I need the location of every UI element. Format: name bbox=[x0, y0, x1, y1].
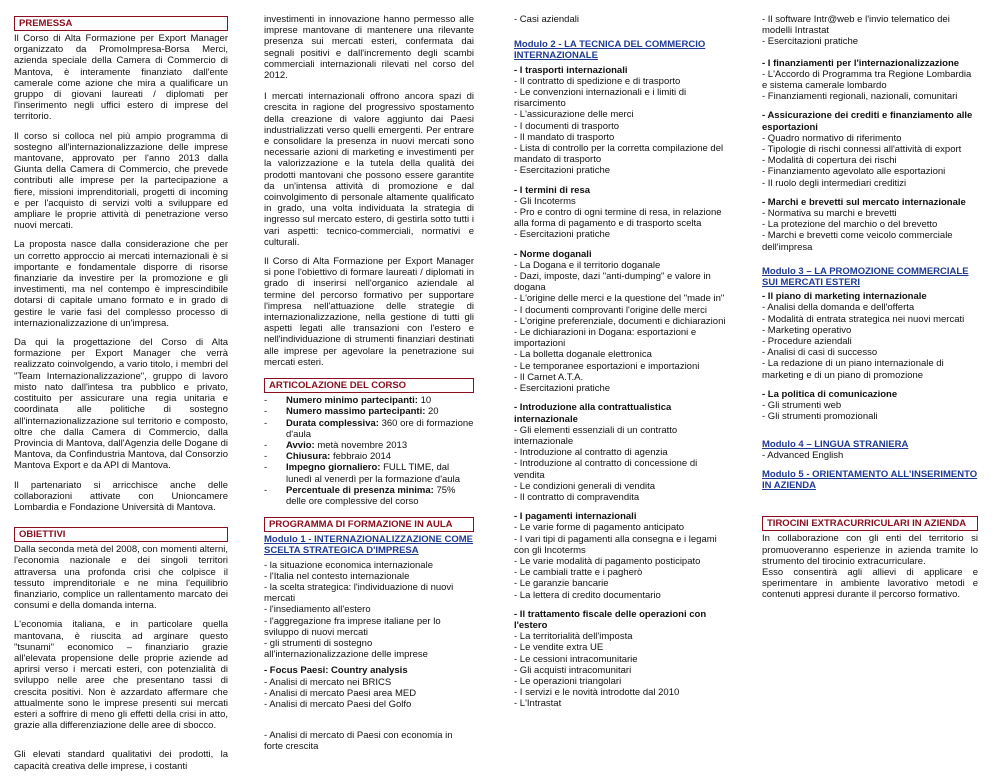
list-item: - Introduzione al contratto di agenzia bbox=[514, 447, 668, 459]
list-item: - La Dogana e il territorio doganale bbox=[514, 259, 661, 271]
list-item: - Analisi della domanda e dell'offerta bbox=[762, 302, 915, 314]
tirocini-paragraph-1: In collaborazione con gli enti del territorio si promuoveranno esperienze in azienda tramite lo strumento del tirocinio extracurriculare. bbox=[762, 533, 978, 567]
list-item: - Analisi di mercato Paesi del Golfo bbox=[264, 698, 412, 710]
articolazione-item bbox=[264, 462, 474, 484]
intro-paragraph-3: Il Corso di Alta Formazione per Export Manager si pone l'obiettivo di formare laureati / diplomati in grado di inserirsi nell'organico aziendale al termine del percorso formativo per supportare l'impresa nell'attuazione delle strategie di internazionalizzazione, nella gestione di tutti gli aspetti legati alle transazioni con l'estero e nell'individuazione di strumenti finanziari destinati alle imprese per agevolare la penetrazione sui mercati esteri. bbox=[264, 256, 474, 368]
list-item: - Esercitazioni pratiche bbox=[514, 165, 611, 177]
list-item: - Le garanzie bancarie bbox=[514, 578, 609, 590]
list-item: - Le cessioni intracomunitarie bbox=[514, 653, 638, 665]
list-item: - la scelta strategica: l'individuazione di nuovi mercati bbox=[264, 581, 454, 605]
list-item: - Gli elementi essenziali di un contratto internazionale bbox=[514, 424, 678, 447]
modulo-3-title: Modulo 3 – LA PROMOZIONE COMMERCIALE SUI MERCATI ESTERI bbox=[762, 265, 969, 289]
articolazione-item-value: febbraio 2014 bbox=[330, 451, 392, 463]
list-item: - la situazione economica internazionale bbox=[264, 559, 433, 571]
section-title: - Marchi e brevetti sul mercato internazionale bbox=[762, 196, 966, 208]
modulo-4-item: - Advanced English bbox=[762, 449, 844, 461]
list-item: - Quadro normativo di riferimento bbox=[762, 132, 902, 144]
focus-paesi-title: - Focus Paesi: Country analysis bbox=[264, 665, 408, 677]
list-item: - Esercitazioni pratiche bbox=[514, 229, 611, 241]
list-item: - Introduzione al contratto di concessione di vendita bbox=[514, 458, 698, 481]
section-block bbox=[762, 110, 978, 188]
modulo-4-title: Modulo 4 – LINGUA STRANIERA bbox=[762, 438, 909, 450]
list-item: - Il software Intr@web e l'invio telematico dei modelli Intrastat bbox=[762, 14, 950, 37]
list-item: - Lista di controllo per la corretta compilazione del mandato di trasporto bbox=[514, 143, 724, 166]
premessa-paragraph-2: Il corso si colloca nel più ampio programma di sostegno all'internazionalizzazione delle imprese mantovane, approvato per l'anno 2013 dalla Giunta della Camera di Commercio, che prevede contributi alle imprese per la partecipazione a fiere, missioni imprenditoriali, progetti di incoming e per l'acquisto di servizi volti a sviluppare ed ampliare le proprie attività di penetrazione verso nuovi mercati. bbox=[14, 130, 228, 232]
modulo-2-sections-continued bbox=[762, 58, 978, 253]
modulo-1-title: Modulo 1 - INTERNAZIONALIZZAZIONE COME SCELTA STRATEGICA D'IMPRESA bbox=[264, 534, 473, 557]
articolazione-item bbox=[264, 395, 474, 406]
list-item: - Il contratto di spedizione e di trasporto bbox=[514, 75, 681, 87]
articolazione-item-label: Impegno giornaliero: bbox=[286, 462, 381, 474]
section-block bbox=[514, 185, 726, 241]
section-block bbox=[514, 402, 726, 503]
list-item: - Le convenzioni internazionali e i limiti di risarcimento bbox=[514, 87, 687, 110]
modulo-1-list bbox=[264, 560, 474, 661]
list-item: - Le dichiarazioni in Dogana: esportazioni e importazioni bbox=[514, 327, 697, 350]
articolazione-item-text bbox=[286, 440, 474, 451]
section-title: - Norme doganali bbox=[514, 248, 592, 260]
list-item: - La redazione di un piano internazionale di marketing e di un piano di promozione bbox=[762, 358, 944, 381]
list-item: - Gli Incoterms bbox=[514, 195, 576, 207]
list-item: - Gli strumenti promozionali bbox=[762, 411, 878, 423]
premessa-paragraph-3: La proposta nasce dalla considerazione che per un corretto approccio ai mercati internazionali è si importante e fondamentale disporre di risorse finanziarie da investire per la promozione e gli investimenti, ma nel contempo è imprescindibile dotarsi di capitale umano formato e in grado di gestire le varie fasi del complesso processo di internazionalizzazione di un'impresa. bbox=[14, 239, 228, 329]
articolazione-item-label: Numero massimo partecipanti: bbox=[286, 406, 426, 418]
column-articolazione bbox=[264, 14, 474, 753]
articolazione-item bbox=[264, 440, 474, 451]
list-item: - Gli strumenti web bbox=[762, 400, 842, 412]
obiettivi-heading: OBIETTIVI bbox=[14, 527, 228, 542]
section-block bbox=[514, 65, 726, 177]
list-dash: - bbox=[264, 406, 268, 418]
focus-paesi-list bbox=[264, 677, 474, 711]
list-item: - Le condizioni generali di vendita bbox=[514, 480, 656, 492]
list-item: - Esercitazioni pratiche bbox=[514, 383, 611, 395]
list-item: - Le vendite extra UE bbox=[514, 642, 604, 654]
articolazione-list bbox=[264, 395, 474, 507]
casi-aziendali: - Casi aziendali bbox=[514, 14, 579, 25]
section-title: - I pagamenti internazionali bbox=[514, 511, 637, 523]
list-item: - La protezione del marchio o del brevetto bbox=[762, 219, 938, 231]
list-item: - I vari tipi di pagamenti alla consegna e i legami con gli Incoterms bbox=[514, 533, 717, 556]
list-item: - Il Carnet A.T.A. bbox=[514, 371, 584, 383]
articolazione-item-text bbox=[286, 451, 474, 462]
list-item: - Gli acquisti intracomunitari bbox=[514, 664, 632, 676]
list-item: - La territorialità dell'imposta bbox=[514, 631, 633, 643]
column-modulo-2 bbox=[514, 14, 726, 718]
section-title: - Assicurazione dei crediti e finanziamento alle esportazioni bbox=[762, 110, 973, 133]
premessa-paragraph-1: Il Corso di Alta Formazione per Export Manager organizzato da PromoImpresa-Borsa Merci, azienda speciale della Camera di Commercio di Mantova, è interamente finanziato dall'ente camerale come azione che mira a qualificare un gruppo di giovani laureati / diplomati per l'inserimento negli uffici estero di imprese del territorio. bbox=[14, 33, 228, 123]
articolazione-item-value: 360 ore di formazione d'aula bbox=[286, 417, 474, 440]
list-item: - Tipologie di rischi connessi all'attività di export bbox=[762, 144, 962, 156]
modulo-3-sections bbox=[762, 291, 978, 422]
list-dash: - bbox=[264, 451, 268, 463]
articolazione-item bbox=[264, 485, 474, 507]
list-item: - Finanziamenti regionali, nazionali, comunitari bbox=[762, 91, 958, 103]
articolazione-item-label: Chiusura: bbox=[286, 451, 331, 463]
section-block bbox=[762, 291, 978, 381]
intro-paragraph-1: investimenti in innovazione hanno permesso alle imprese mantovane di mantenere una rilevante presenza sui mercati esteri, confermata dai segnali positivi e dall'incremento degli scambi commerciali internazionali rilevati nel corso del 2012. bbox=[264, 14, 474, 82]
intro-paragraph-2: I mercati internazionali offrono ancora spazi di crescita in ragione del progressivo spostamento della creazione di valore aggiunto dai Paesi industrializzati verso quelli emergenti. Per entrare e consolidare la presenza in nuovi mercati sono necessarie azioni di marketing e investimenti per la valorizzazione e la tutela della qualità dei prodotti mantovani che possono essere garantite da un'intensa attività di promozione e dal coinvolgimento di personale altamente qualificato in grado, una volta individuata la strategia di ingresso sul mercato estero, di gestirla sotto tutti i vari aspetti: tecnico-commerciali, normativi e culturali. bbox=[264, 91, 474, 248]
column-moduli-3-5 bbox=[762, 14, 978, 601]
list-item: - Le cambiali tratte e i pagherò bbox=[514, 567, 643, 579]
list-dash: - bbox=[264, 484, 268, 496]
articolazione-item bbox=[264, 451, 474, 462]
obiettivi-paragraph-3: Gli elevati standard qualitativi dei prodotti, la capacità creativa delle imprese, i costanti bbox=[14, 749, 228, 772]
list-item: - Il mandato di trasporto bbox=[514, 131, 615, 143]
section-title: - I trasporti internazionali bbox=[514, 64, 628, 76]
articolazione-item bbox=[264, 406, 474, 417]
list-item: - Modalità di entrata strategica nei nuovi mercati bbox=[762, 313, 965, 325]
list-item: - Pro e contro di ogni termine di resa, in relazione alla forma di pagamento e di trasporto scelta bbox=[514, 207, 722, 230]
section-block bbox=[514, 511, 726, 601]
list-item: - Marketing operativo bbox=[762, 324, 852, 336]
articolazione-item-value: 75% delle ore complessive del corso bbox=[286, 484, 456, 507]
list-item: - La bolletta doganale elettronica bbox=[514, 349, 652, 361]
articolazione-item-text bbox=[286, 418, 474, 440]
list-item: - Le varie modalità di pagamento posticipato bbox=[514, 555, 701, 567]
articolazione-item-value: metà novembre 2013 bbox=[314, 439, 408, 451]
articolazione-heading: ARTICOLAZIONE DEL CORSO bbox=[264, 378, 474, 393]
list-item: - L'origine preferenziale, documenti e dichiarazioni bbox=[514, 315, 726, 327]
list-item: - L'origine delle merci e la questione del "made in" bbox=[514, 293, 725, 305]
list-item: - Finanziamento agevolato alle esportazioni bbox=[762, 166, 946, 178]
modulo-2-sections bbox=[514, 65, 726, 710]
articolazione-item-label: Avvio: bbox=[286, 439, 315, 451]
list-item: - Il ruolo degli intermediari creditizi bbox=[762, 177, 907, 189]
section-title: - Introduzione alla contrattualistica internazionale bbox=[514, 402, 672, 425]
list-item: - l'aggregazione fra imprese italiane per lo sviluppo di nuovi mercati bbox=[264, 615, 441, 638]
articolazione-item-text bbox=[286, 462, 474, 484]
list-item: - Il contratto di compravendita bbox=[514, 491, 640, 503]
articolazione-item-text bbox=[286, 395, 474, 406]
list-item: - Normativa su marchi e brevetti bbox=[762, 208, 897, 220]
section-title: - I finanziamenti per l'internazionalizzazione bbox=[762, 57, 960, 69]
list-item: - L'Accordo di Programma tra Regione Lombardia e sistema camerale lombardo bbox=[762, 68, 972, 92]
list-dash: - bbox=[264, 395, 268, 407]
list-dash: - bbox=[264, 462, 268, 474]
intrastat-list bbox=[762, 14, 978, 48]
premessa-paragraph-4: Da qui la progettazione del Corso di Alta formazione per Export Manager che verrà realizzato coinvolgendo, a vario titolo, i membri del "Team Internazionalizzazione", gruppo di lavoro misto nato dall'intesa tra pubblico e privato, costituito per assicurare una regia unitaria e coordinata alle politiche di sostegno all'internazionalizzazione sul territorio e composto, oltre che dalla Camera di Commercio, dalla Provincia di Mantova, dall'Agenzia delle Dogane di Mantova, da Confindustria Mantova, dal Consorzio Mantova Export e da API di Mantova. bbox=[14, 337, 228, 472]
list-item: - Procedure aziendali bbox=[762, 336, 852, 348]
list-item: - l'insediamento all'estero bbox=[264, 604, 371, 616]
tirocini-paragraph-2: Esso consentirà agli allievi di applicare e sperimentare in ambiente lavorativo metodi e contenuti appresi durante il percorso formativo. bbox=[762, 566, 978, 601]
section-block bbox=[514, 249, 726, 395]
list-item: - I documenti comprovanti l'origine delle merci bbox=[514, 304, 707, 316]
obiettivi-paragraph-1: Dalla seconda metà del 2008, con momenti alterni, l'economia nazionale e dei singoli territori attraversa una profonda crisi che colpisce il tessuto imprenditoriale e ne mina l'equilibrio finanziario, complice un rallentamento marcato dei consumi e della domanda interna. bbox=[14, 544, 228, 612]
list-item: - Analisi di casi di successo bbox=[762, 347, 878, 359]
programma-heading: PROGRAMMA DI FORMAZIONE IN AULA bbox=[264, 517, 474, 532]
list-item: - Le operazioni triangolari bbox=[514, 675, 622, 687]
premessa-heading: PREMESSA bbox=[14, 16, 228, 31]
articolazione-item-text bbox=[286, 485, 474, 507]
section-block bbox=[762, 197, 978, 253]
list-item: - Le varie forme di pagamento anticipato bbox=[514, 522, 685, 534]
list-item: - Le temporanee esportazioni e importazioni bbox=[514, 360, 700, 372]
articolazione-item-label: Durata complessiva: bbox=[286, 417, 379, 429]
list-item: - L'Intrastat bbox=[514, 698, 562, 710]
section-title: - Il trattamento fiscale delle operazioni con l'estero bbox=[514, 608, 707, 631]
section-title: - Il piano di marketing internazionale bbox=[762, 291, 927, 303]
list-item: - Analisi di mercato Paesi area MED bbox=[264, 687, 417, 699]
list-dash: - bbox=[264, 439, 268, 451]
list-item: - La lettera di credito documentario bbox=[514, 589, 661, 601]
list-dash: - bbox=[264, 417, 268, 429]
modulo-2-title: Modulo 2 - LA TECNICA DEL COMMERCIO INTERNAZIONALE bbox=[514, 39, 706, 62]
list-item: - Marchi e brevetti come veicolo commerciale dell'impresa bbox=[762, 230, 953, 253]
list-item: - I documenti di trasporto bbox=[514, 120, 620, 132]
column-premessa-obiettivi bbox=[14, 14, 228, 780]
articolazione-item-label: Percentuale di presenza minima: bbox=[286, 484, 434, 496]
section-block bbox=[762, 389, 978, 423]
articolazione-item-label: Numero minimo partecipanti: bbox=[286, 395, 418, 407]
focus-paesi-last: - Analisi di mercato di Paesi con economia in forte crescita bbox=[264, 730, 453, 753]
articolazione-item bbox=[264, 418, 474, 440]
obiettivi-paragraph-2: L'economia italiana, e in particolare quella mantovana, è riuscita ad arginare questo "tsunami" economico – finanziario grazie all'elevata propensione delle proprie aziende ad aprirsi verso i mercati esteri, con potenzialità di sviluppo nelle aree che presentano tassi di crescita positivi. Non è azzardato affermare che attualmente sono le imprese presenti sui mercati esteri a soffrire di meno gli effetti della crisi in atto, grazie alla differenziazione delle aree di sbocco. bbox=[14, 619, 228, 732]
list-item: - L'assicurazione delle merci bbox=[514, 109, 634, 121]
section-title: - I termini di resa bbox=[514, 184, 591, 196]
section-block bbox=[514, 609, 726, 710]
articolazione-item-value: FULL TIME, dal lunedì al venerdì per la formazione d'aula bbox=[286, 462, 460, 485]
section-title: - La politica di comunicazione bbox=[762, 388, 898, 400]
articolazione-item-value: 20 bbox=[425, 406, 439, 418]
premessa-paragraph-5: Il partenariato si arricchisce anche delle collaborazioni attivate con Unioncamere Lombardia e Fondazione Università di Mantova. bbox=[14, 479, 228, 513]
articolazione-item-value: 10 bbox=[417, 395, 432, 407]
modulo-5-title: Modulo 5 - ORIENTAMENTO ALL'INSERIMENTO IN AZIENDA bbox=[762, 468, 978, 492]
tirocini-heading: TIROCINI EXTRACURRICULARI IN AZIENDA bbox=[762, 516, 978, 531]
list-item: - Modalità di copertura dei rischi bbox=[762, 155, 897, 167]
list-item: - Esercitazioni pratiche bbox=[762, 36, 859, 48]
list-item: - I servizi e le novità introdotte dal 2010 bbox=[514, 687, 680, 699]
list-item: - Dazi, imposte, dazi "anti-dumping" e valore in dogana bbox=[514, 271, 711, 294]
section-block bbox=[762, 58, 978, 103]
list-item: - l'Italia nel contesto internazionale bbox=[264, 570, 410, 582]
articolazione-item-text bbox=[286, 406, 474, 417]
list-item: - gli strumenti di sostegno all'internazionalizzazione delle imprese bbox=[264, 637, 428, 661]
list-item: - Analisi di mercato nei BRICS bbox=[264, 676, 392, 688]
